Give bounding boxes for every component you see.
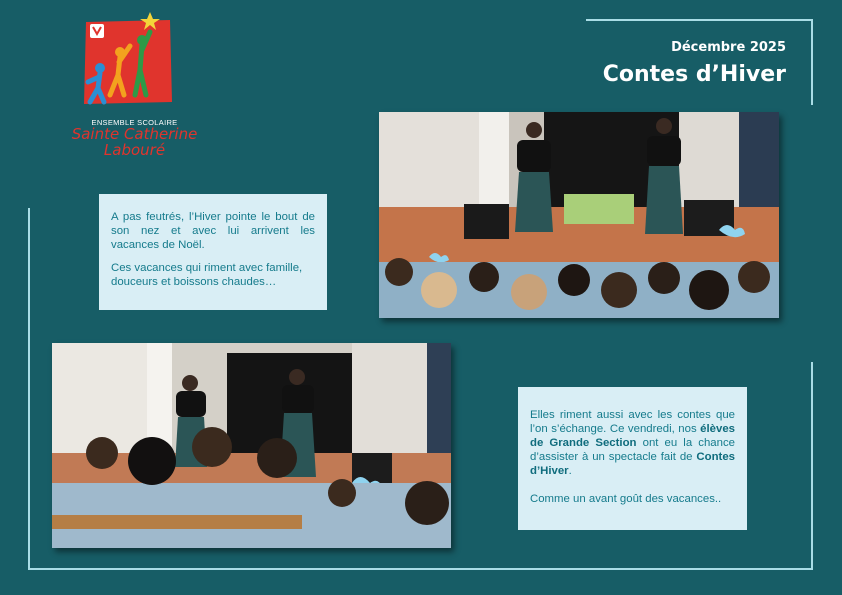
story-paragraph-2: Comme un avant goût des vacances.. (530, 493, 722, 505)
logo-school-name (52, 126, 217, 158)
storytelling-photo-1 (379, 112, 779, 318)
logo-name-line1: Sainte Catherine (71, 125, 198, 143)
story-text-part3: . (568, 465, 572, 477)
frame-bottom-line (28, 568, 813, 570)
logo-name-line2: Labouré (103, 141, 166, 159)
story-text-part1: Elles riment aussi avec les contes que l’on s’échange. Ce vendredi, nos (530, 409, 735, 435)
frame-right-lower-line (811, 362, 813, 570)
storytelling-photo-2 (52, 343, 451, 548)
page-title: Contes d’Hiver (602, 62, 786, 87)
intro-paragraph-1: A pas feutrés, l’Hiver pointe le bout de son nez et avec lui arrivent les vacances de Noël. (111, 211, 315, 251)
logo-caption: ENSEMBLE SCOLAIRE (91, 118, 178, 127)
school-logo (52, 8, 217, 168)
logo-emblem-icon (80, 10, 175, 115)
story-paragraph-1 (530, 408, 735, 478)
intro-textbox (99, 194, 327, 310)
issue-date: Décembre 2025 (671, 40, 786, 55)
frame-right-line (811, 19, 813, 105)
story-bold-grade: élèves de Grande Section (530, 423, 735, 449)
frame-top-line (586, 19, 813, 21)
frame-left-line (28, 208, 30, 570)
story-text-part2: ont eu la chance d’assister à un spectacle fait de (530, 437, 735, 463)
story-bold-title: Contes d’Hiver (530, 451, 735, 477)
story-textbox (518, 387, 747, 530)
intro-paragraph-2: Ces vacances qui riment avec famille, douceurs et boissons chaudes… (111, 262, 303, 288)
